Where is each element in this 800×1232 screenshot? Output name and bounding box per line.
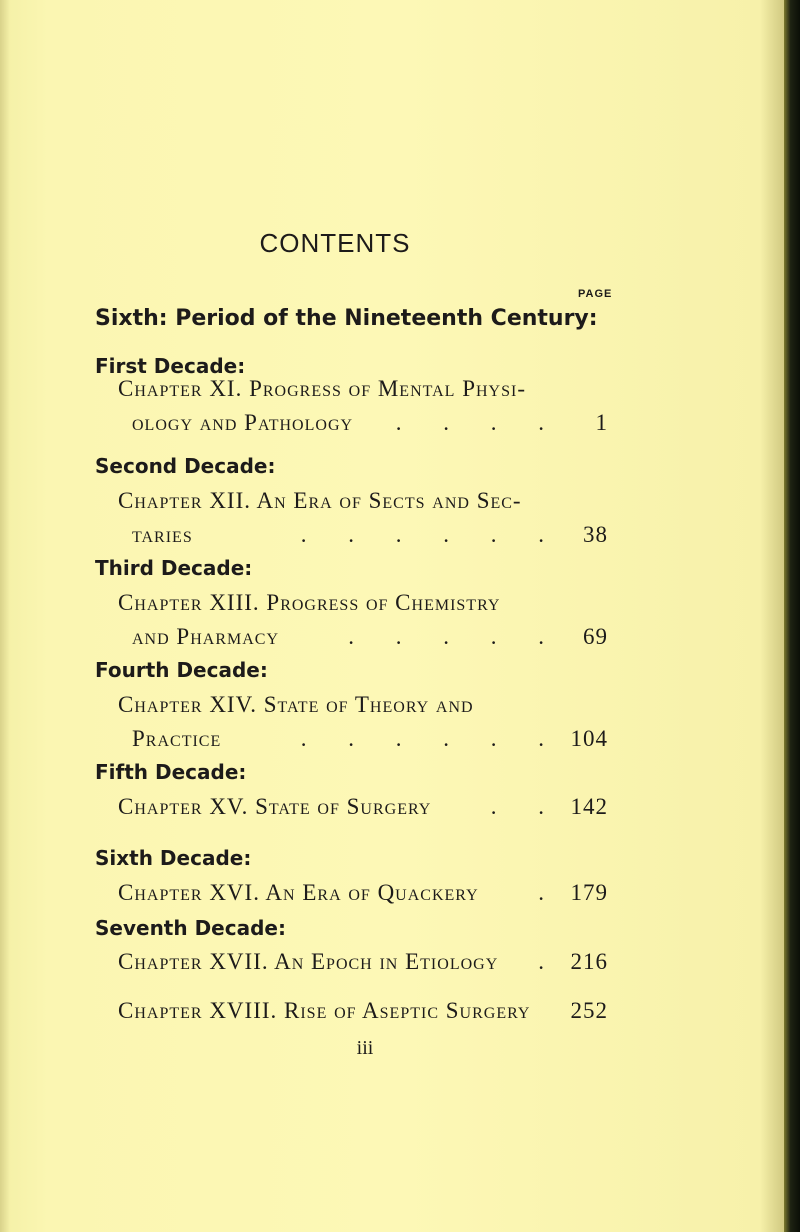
chapter-title-line1: Chapter XIV. State of Theory and	[118, 692, 474, 717]
leader-dots: . . . . .	[348, 624, 562, 649]
page-title: CONTENTS	[259, 228, 411, 258]
chapter-title-line2: taries	[132, 522, 193, 547]
decade-heading: Seventh Decade:	[95, 916, 286, 940]
page-number: 104	[570, 726, 608, 751]
page-column-label: PAGE	[578, 288, 613, 300]
chapter-title-line1: Chapter XIII. Progress of Chemistry	[118, 590, 501, 615]
toc-entry[interactable]	[118, 484, 608, 552]
page-number: 69	[583, 624, 608, 649]
folio-page-number: iii	[356, 1037, 374, 1059]
decade-heading: Third Decade:	[95, 556, 253, 580]
chapter-title-line2: Practice	[132, 726, 222, 751]
chapter-title: Chapter XVII. An Epoch in Etiology	[118, 949, 499, 974]
leader-dots: . .	[490, 794, 562, 819]
leader-dots: .	[538, 949, 562, 974]
chapter-title-line1: Chapter XII. An Era of Sects and Sec-	[118, 488, 522, 513]
page-number: 142	[570, 794, 608, 819]
book-binding	[784, 0, 800, 1232]
toc-entry[interactable]	[118, 790, 608, 824]
chapter-title-line2: ology and Pathology	[132, 410, 354, 435]
chapter-title: Chapter XV. State of Surgery	[118, 794, 432, 819]
leader-dots: .	[538, 880, 562, 905]
chapter-title: Chapter XVI. An Era of Quackery	[118, 880, 479, 905]
page-number: 252	[570, 998, 608, 1023]
chapter-title-line2: and Pharmacy	[132, 624, 279, 649]
leader-dots: . . . . . .	[300, 522, 562, 547]
page-number: 1	[595, 410, 608, 435]
chapter-title: Chapter XVIII. Rise of Aseptic Surgery	[118, 998, 531, 1023]
chapter-title-line1: Chapter XI. Progress of Mental Physi-	[118, 376, 526, 401]
toc-entry[interactable]	[118, 945, 608, 979]
gutter-shadow	[760, 0, 784, 1232]
toc-entry[interactable]	[118, 876, 608, 910]
toc-entry[interactable]	[118, 372, 608, 440]
decade-heading: Second Decade:	[95, 454, 276, 478]
toc-entry[interactable]	[118, 688, 608, 756]
page-number: 38	[583, 522, 608, 547]
leader-dots: . . . .	[395, 410, 562, 435]
page-number: 179	[570, 880, 608, 905]
period-heading: Sixth: Period of the Nineteenth Century:	[95, 306, 598, 331]
toc-entry[interactable]	[118, 586, 608, 654]
decade-heading: Fourth Decade:	[95, 658, 268, 682]
page-number: 216	[570, 949, 608, 974]
decade-heading: Fifth Decade:	[95, 760, 247, 784]
decade-heading: First Decade:	[95, 354, 246, 378]
decade-heading: Sixth Decade:	[95, 846, 252, 870]
leader-dots: . . . . . .	[300, 726, 562, 751]
toc-entry[interactable]	[118, 994, 608, 1028]
